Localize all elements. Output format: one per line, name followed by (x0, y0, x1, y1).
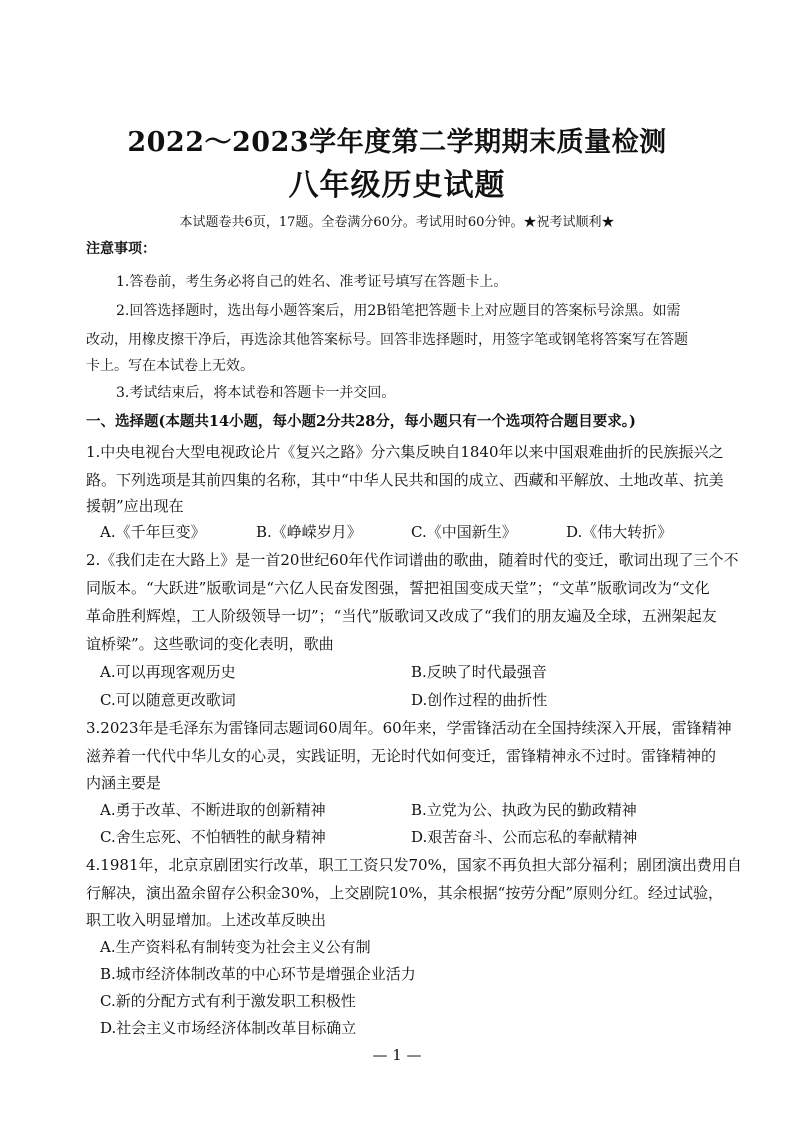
note-line: 2.回答选择题时，选出每小题答案后，用2B铅笔把答题卡上对应题目的答案标号涂黑。如需 (116, 303, 681, 319)
page-number: — 1 — (372, 1046, 422, 1064)
question-1-stem: 1.中央电视台大型电视政论片《复兴之路》分六集反映自1840年以来中国艰难曲折的民族振兴之 (86, 443, 724, 461)
question-4-option-c: C.新的分配方式有利于激发职工积极性 (100, 992, 356, 1010)
question-3-option-b: B.立党为公、执政为民的勤政精神 (411, 801, 637, 819)
question-2-stem: 谊桥梁”。这些歌词的变化表明，歌曲 (86, 635, 334, 653)
question-3-option-c: C.舍生忘死、不怕牺牲的献身精神 (100, 828, 326, 846)
question-4-stem: 行解决，演出盈余留存公积金30%，上交剧院10%，其余根据“按劳分配”原则分红。经过试验， (86, 884, 724, 902)
question-2-option-b: B.反映了时代最强音 (411, 663, 547, 681)
note-line: 3.考试结束后，将本试卷和答题卡一并交回。 (116, 385, 396, 401)
notes-heading: 注意事项： (86, 241, 156, 257)
question-3-option-a: A.勇于改革、不断进取的创新精神 (100, 801, 326, 819)
question-1-option-d: D.《伟大转折》 (566, 523, 673, 541)
question-3-stem: 滋养着一代代中华儿女的心灵，实践证明，无论时代如何变迁，雷锋精神永不过时。雷锋精神的 (86, 747, 717, 765)
exam-info-line: 本试题卷共6页，17题。全卷满分60分。考试用时60分钟。★祝考试顺利★ (179, 215, 615, 230)
question-4-stem: 4.1981年，北京京剧团实行改革，职工工资只发70%，国家不再负担大部分福利；剧团演出费用自 (86, 856, 742, 874)
question-1-stem: 援朝”应出现在 (86, 497, 184, 515)
question-4-option-a: A.生产资料私有制转变为社会主义公有制 (100, 938, 371, 956)
question-2-option-d: D.创作过程的曲折性 (411, 691, 548, 709)
exam-subject-title: 八年级历史试题 (288, 168, 506, 203)
question-1-option-c: C.《中国新生》 (411, 523, 517, 541)
question-3-option-d: D.艰苦奋斗、公而忘私的奉献精神 (411, 828, 638, 846)
question-1-option-b: B.《峥嵘岁月》 (256, 523, 362, 541)
question-4-option-b: B.城市经济体制改革的中心环节是增强企业活力 (100, 965, 416, 983)
note-line: 卡上。写在本试卷上无效。 (86, 358, 254, 374)
exam-title: 2022～2023学年度第二学期期末质量检测 (127, 127, 667, 158)
note-line: 改动，用橡皮擦干净后，再选涂其他答案标号。回答非选择题时，用签字笔或钢笔将答案写在答题 (86, 332, 688, 348)
question-2-stem: 2.《我们走在大路上》是一首20世纪60年代作词谱曲的歌曲，随着时代的变迁，歌词出现了三个不 (86, 551, 739, 569)
question-1-stem: 路。下列选项是其前四集的名称，其中“中华人民共和国的成立、西藏和平解放、土地改革、抗美 (86, 471, 724, 489)
question-2-option-a: A.可以再现客观历史 (100, 663, 236, 681)
question-2-stem: 同版本。“大跃进”版歌词是“六亿人民奋发图强，誓把祖国变成天堂”；“文革”版歌词改为“文化 (86, 579, 710, 597)
question-3-stem: 3.2023年是毛泽东为雷锋同志题词60周年。60年来，学雷锋活动在全国持续深入开展，雷锋精神 (86, 719, 732, 737)
question-1-option-a: A.《千年巨变》 (100, 523, 206, 541)
section-heading: 一、选择题(本题共14小题，每小题2分共28分，每小题只有一个选项符合题目要求。) (86, 413, 636, 430)
question-2-option-c: C.可以随意更改歌词 (100, 691, 236, 709)
question-4-option-d: D.社会主义市场经济体制改革目标确立 (100, 1019, 357, 1037)
question-4-stem: 职工收入明显增加。上述改革反映出 (86, 911, 327, 929)
question-3-stem: 内涵主要是 (86, 774, 162, 792)
question-2-stem: 革命胜利辉煌，工人阶级领导一切”；“当代”版歌词又改成了“我们的朋友遍及全球，五洲架起友 (86, 607, 717, 625)
note-line: 1.答卷前，考生务必将自己的姓名、准考证号填写在答题卡上。 (116, 274, 508, 290)
